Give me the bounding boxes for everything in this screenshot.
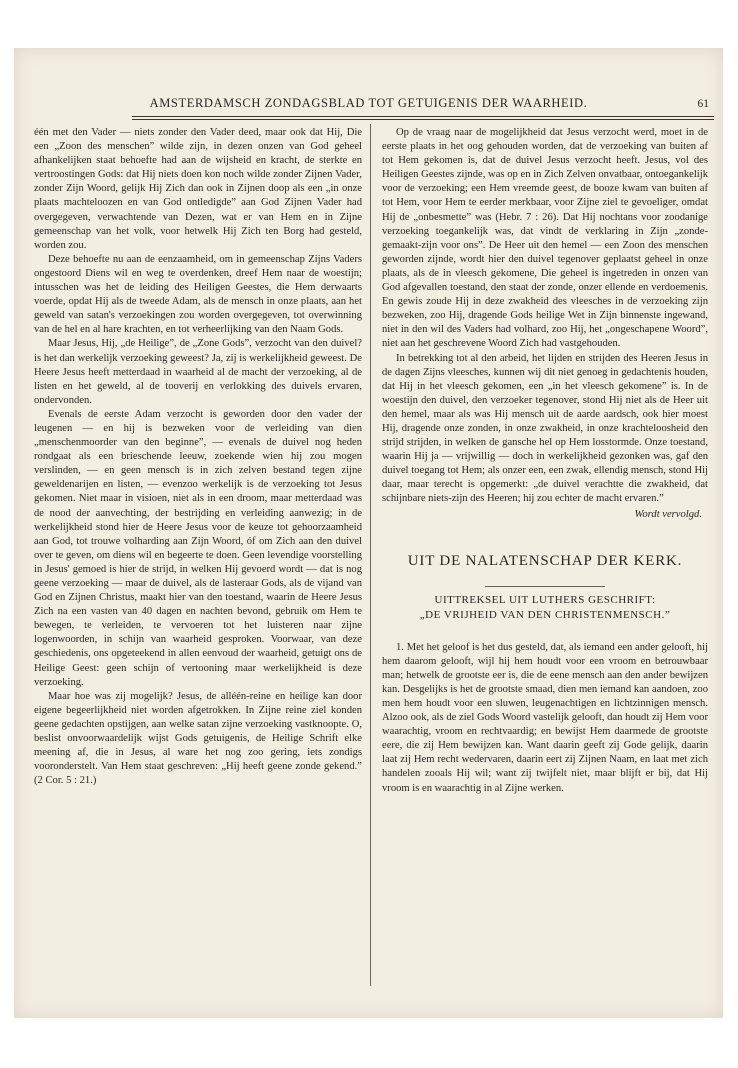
page-header <box>14 92 723 114</box>
continued-note: Wordt vervolgd. <box>634 508 702 520</box>
left-column <box>34 126 362 788</box>
section-title: UIT DE NALATENSCHAP DER KERK. <box>407 552 683 569</box>
masthead-title: AMSTERDAMSCH ZONDAGSBLAD TOT GETUIGENIS DER WAARHEID. <box>149 96 588 110</box>
article-paragraph: Maar Jesus, Hij, „de Heilige”, de „Zone Gods”, verzocht van den duivel? is het dan werkelijk verzoeking geweest? Ja, zij is werkelijkheid geweest. De Heere Jesus heeft metterdaad in waarheid al de macht der verzoeking, al de listen en het geweld, al de tooverij en verlokking des duivels ervaren, ondervonden. <box>34 338 362 406</box>
header-rule <box>132 116 714 120</box>
article-paragraph: Deze behoefte nu aan de eenzaamheid, om in gemeenschap Zijns Vaders ongestoord Diens wil en weg te overdenken, dreef Hem naar de woestijn; intusschen was het de leiding des Heiligen Geestes, die Hem derwaarts voerde, opdat Hij als de tweede Adam, als de mensch in onze plaats, aan het geweld van satan's verzoekingen zou worden overgegeven, tot overwinning van de hel en al hare krachten, en tot verheerlijking van den Naam Gods. <box>34 253 362 336</box>
article-paragraph: Op de vraag naar de mogelijkheid dat Jesus verzocht werd, moet in de eerste plaats in het oog gehouden worden, dat de verzoeking van buiten af tot Hem gekomen is, dat de duivel Jesus verzocht heeft. Jesus, vol des Heiligen Geestes zijnde, was op en in Zich Zelven onvatbaar, ontoegankelijk voor de verzoeking; een Hem vreemde geest, de booze kwam van buiten af tot Hem, voor Hem te eerder merkbaar, voor Zijne ziel te gevoeliger, omdat Hij de „onbesmette” was (Hebr. 7 : 26). Dat Hij nochtans voor zoodanige verzoeking toegankelijk was, dat vindt de verklaring in Zijn „zonde-gemaakt-zijn voor ons”. De Heer uit den hemel — een Zoon des menschen geworden zijnde, wordt hier den duivel tegenover geplaatst geheel in onze plaats, als de in vleesch gekomene, Die geheel is ingetreden in onzen van God afgevallen toestand, den staat der zonde, onzer ellende en verdoemenis. En gewis zoude Hij in deze zwakheid des vleesches in de verzoeking zijn bezweken, zoo Hij, dragende Gods heilige Wet in Zijn binnenste ingewand, niet in den wil des Vaders had volhard, zoo Hij, het „ongeschapene Woord”, niet aan het geschrevene Woord Zich had vastgehouden. <box>382 127 708 350</box>
section-separator <box>485 586 605 587</box>
article-paragraph: één met den Vader — niets zonder den Vader deed, maar ook dat Hij, Die een „Zoon des menschen” wilde zijn, in dezen onzen van God geheel afhankelijken staat behoefte had aan de wijsheid en kracht, de sterkte en vertroostingen Gods: dat Hij niets doen kon noch wilde zonder Zijnen Vader, zonder Zijn Woord, gelijk Hij Zich dan ook in Zijnen doop als een „in onze plaats machteloozen en van God ontledigde” aan God Zijnen Vader had overgegeven, verwachtende van Dezen, wat er van Hem en in Zijne gemeenschap van het volk, voor hetwelk Hij Zich ten Borg had gesteld, worden zou. <box>34 127 362 251</box>
right-column <box>382 126 708 796</box>
article-paragraph: Maar hoe was zij mogelijk? Jesus, de alléén-reine en heilige kan door eigene begeerlijkheid niet worden afgetrokken. In Zijne reine ziel konden geene gedachten opstijgen, aan welke satan zijne verzoeking vastknoopte. O, beslist onvoorwaardelijk wijst Gods getuigenis, de Heilige Schrift elke meening af, die in Jesus, al ware het nog zoo gering, iets zondigs vooronderstelt. Van Hem staat geschreven: „Hij heeft geene zonde gekend.” (2 Cor. 5 : 21.) <box>34 690 362 787</box>
newspaper-page <box>14 48 723 1018</box>
article-paragraph: In betrekking tot al den arbeid, het lijden en strijden des Heeren Jesus in de dagen Zijns vleesches, kunnen wij dit niet genoeg in gedachtenis houden, dat Hij in het vleesch gekomen, een „in het vleesch gekomene” is. In de woestijn den duivel, den verzoeker tegenover, stond Hij niet als de Heer uit den hemel, maar als was Hij mensch uit de aarde aardsch, ook hier moest Hij, dragende onze zonden, in onze zwakheid, in onze krachteloosheid den strijd strijden, in welken de gansche hel op Hem losstormde. Onze toestand, waarin Hij ja — vrijwillig — doch in werkelijkheid gezonken was, gaf den duivel toegang tot Hem; als onzer een, een zwak, ellendig mensch, stond Hij daar, maar terecht is opgemerkt: „de duivel verachtte die zwakheid, dat schijnbare niets-zijn des Heeren; hij zou echter de macht ervaren.” <box>382 352 708 505</box>
spacer <box>382 623 708 641</box>
section-paragraph: 1. Met het geloof is het dus gesteld, dat, als iemand een ander gelooft, hij hem daarom gelooft, wijl hij hem houdt voor een vroom en betrouwbaar man; hetwelk de grootste eer is, die de eene mensch aan den ander bewijzen kan. Desgelijks is het de grootste smaad, dien men iemand kan aandoen, zoo men hem houdt voor een sluwen, leugenachtigen en lichtzinnigen mensch. Alzoo ook, als de ziel Gods Woord vastelijk gelooft, dan houdt zij Hem voor waarachtig, vroom en rechtvaardig; en bewijst Hem daarmede de grootste eere, die zij Hem bewijzen kan. Want daarin geeft zij Gode gelijk, daarin laat zij Hem recht wedervaren, daarin eert zij Zijnen Naam, en laat met zich handelen zooals Hij wil; want zij twijfelt niet, maar blijft er bij, dat Hij vroom is en waarachtig in al Zijne werken. <box>382 641 708 794</box>
subheading-line-2: „DE VRIJHEID VAN DEN CHRISTENMENSCH.” <box>419 608 671 621</box>
subheading-line-1: UITTREKSEL UIT LUTHERS GESCHRIFT: <box>434 593 656 606</box>
page-number: 61 <box>697 98 709 110</box>
article-paragraph: Evenals de eerste Adam verzocht is geworden door den vader der leugenen — en hij is bezweken voor de verleiding van dien „menschenmoorder van den beginne”, — evenals de duivel nog heden rondgaat als een brieschende leeuw, zoekende wien hij zou mogen verslinden, — en geen mensch is in zich zelven bestand tegen zijne geweldenarijen en listen, — evenzoo werkelijk is de verzoeking tot Jesus gekomen. Niet maar in visioen, niet als in een droom, maar metterdaad was de nood der aanvechting, der bestrijding en verleiding aanwezig; in de werkelijkheid stond hier de Heere Jesus voor de keuze tot gehoorzaamheid aan God, tot trouwe volharding aan Zijn Woord, óf om Zich aan den duivel over te geven, om diens wil en begeerte te doen. Geen levendige voorstelling in Jesus' gemoed is hier de strijd, in welken Hij gevoerd wordt — dat is nog geene verzoeking — maar de duivel, als de lasteraar Gods, als de vijand van God en Zijnen Christus, maakt hier van den toestand, waarin de Heere Jesus Zich na een vasten van 40 dagen en nachten bevond, gebruik om Hem te bewegen, te verleiden, te vervoeren tot het luisteren naar zijne logenwoorden, in schijn van waarheid gesproken. Voorwaar, van deze geschiedenis, ons opgeteekend in allen eenvoud der waarheid, getuigt ons de Heilige Geest: geen schijn of vertooning maar werkelijkheid is deze verzoeking. <box>34 408 362 688</box>
column-divider <box>370 124 371 986</box>
